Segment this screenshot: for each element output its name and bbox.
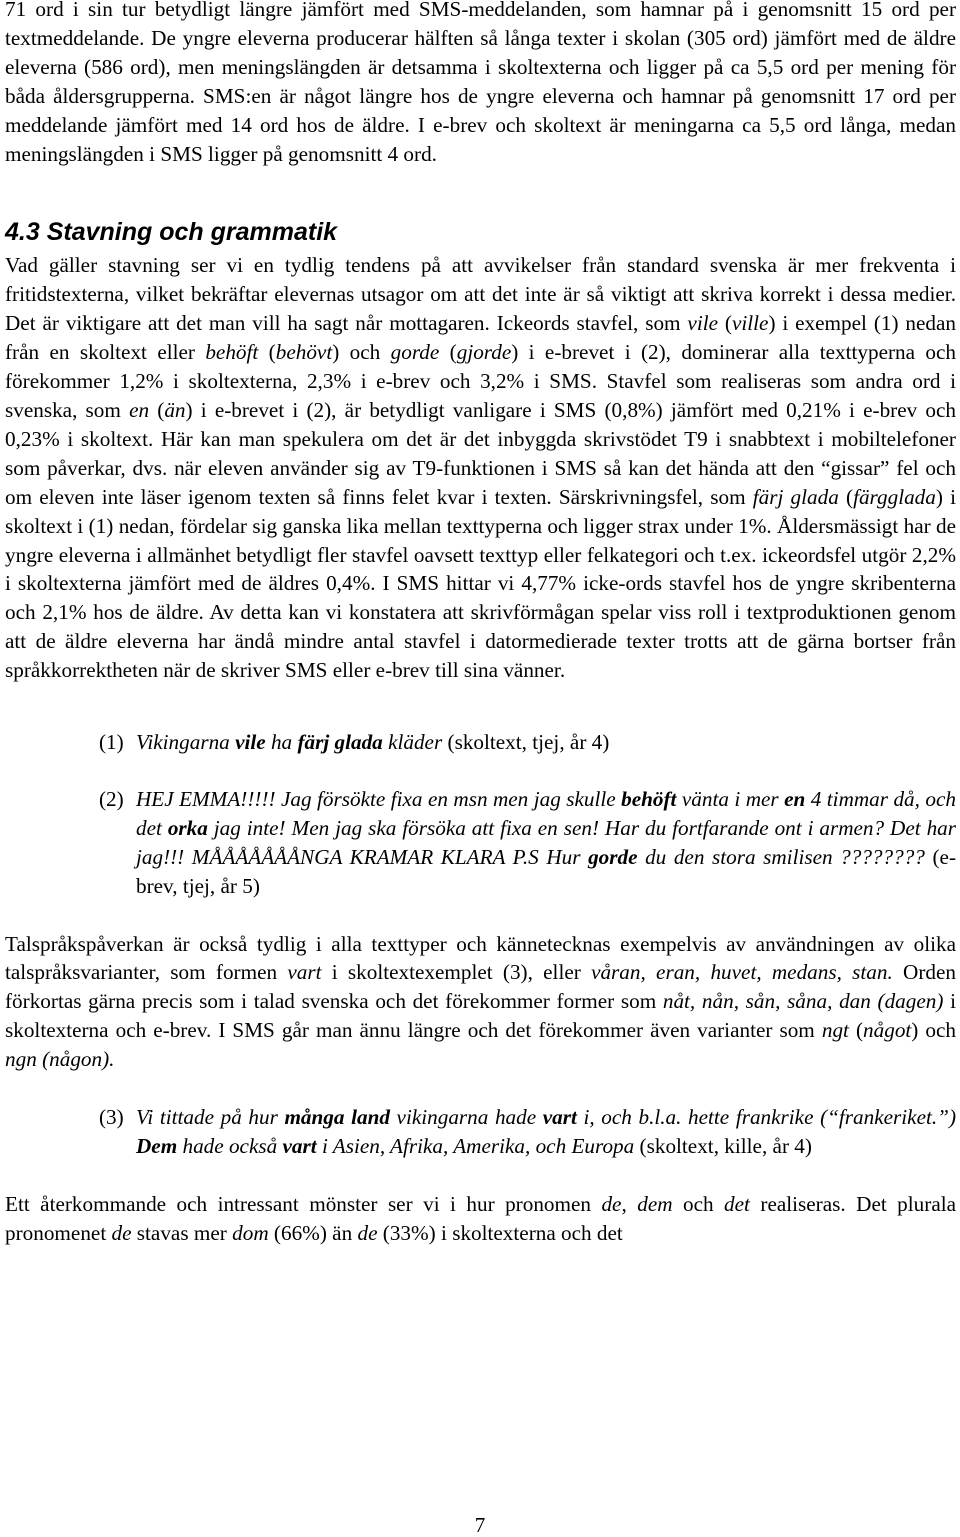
error-word: behöft <box>621 786 677 811</box>
italic-term: våran, eran, huvet, medans, stan. <box>591 960 893 985</box>
italic-term: nåt, nån, sån, såna, dan (dagen) <box>662 989 944 1014</box>
example-text: i, och b.l.a. hette frankrike (“frankeriket.”) <box>576 1105 957 1130</box>
text-run: och <box>672 1191 725 1216</box>
text-run: stavas mer <box>131 1220 233 1245</box>
italic-term: gorde <box>390 340 440 365</box>
example-text: i Asien, Afrika, Amerika, och Europa <box>316 1134 635 1158</box>
italic-term: de <box>601 1191 622 1216</box>
text-run: ( <box>838 484 854 509</box>
example-2 <box>5 785 956 901</box>
text-run: realiseras. Det plurala pronomenet <box>5 1191 957 1245</box>
text-run: ) och <box>332 340 391 365</box>
italic-term: ngt <box>821 1018 849 1043</box>
text-run: i skoltextexemplet (3), eller <box>321 960 592 985</box>
italic-term: det <box>724 1191 750 1216</box>
error-word: vart <box>542 1105 577 1130</box>
example-number: (3) <box>99 1105 124 1130</box>
italic-term: färgglada <box>853 484 936 509</box>
example-text: Vi tittade på hur <box>136 1105 285 1130</box>
italic-term: vile <box>687 311 719 336</box>
text-run: ( <box>149 397 165 422</box>
italic-term: ngn (någon). <box>5 1047 115 1072</box>
text-run: ) i skoltext i (1) nedan, fördelar sig ganska lika mellan texttyperna och ligger strax under 1%. Åldersmässigt har de yngre eleverna i allmänhet betydligt fler stavfel oavsett texttyp eller felkategori och t.ex. ickeordsfel utgör 2,2% i skoltexterna jämfört med de äldres 0,4%. I SMS hittar vi 4,77% icke-ords stavfel hos de yngre skribenterna och 2,1% hos de äldre. Av detta kan vi konstatera att skrivförmågan spelar viss roll i textproduktionen genom att de äldre eleverna har ändå mindre antal stavfel i datormedierade texter trotts att de gärna bortser från språkkorrektheten när de skriver SMS eller e-brev till sina vänner. <box>5 484 957 683</box>
italic-term: vart <box>287 960 322 985</box>
example-text: jag inte! Men jag ska försöka att fixa en sen! Har du fortfarande ont i armen? Det har jag!!! MÅÅÅÅÅÅÅNGA KRAMAR KLARA P.S Hur <box>136 815 957 869</box>
italic-term: än <box>164 397 186 422</box>
text-run: Vad gäller stavning ser vi en tydlig tendens på att avvikelser från standard svenska är mer frekventa i fritidstexterna, vilket bekräftar elevernas utsagor om att det inte är så viktigt att skriva korrekt i dessa medier. Det är viktigare att det man vill ha sagt når mottagaren. Ickeords stavfel, som <box>5 253 956 336</box>
example-text: ha <box>265 730 298 755</box>
example-text: 4 timmar då, och det <box>136 786 956 840</box>
example-text: kläder <box>382 730 443 755</box>
text-run: ) i e-brevet i (2), är betydligt vanligare i SMS (0,8%) jämfört med 0,21% i e-brev och 0,23% i skoltext. Här kan man spekulera om det är det inbyggda skrivstödet T9 i snabbtext i mobiltelefoner som påverkar, dvs. när eleven använder sig av T9-funktionen i SMS så kan det hända att den “gissar” fel och om eleven inte läser igenom texten så finns felet kvar i texten. Särskrivningsfel, som <box>5 397 957 509</box>
error-word: Dem <box>136 1134 178 1158</box>
text-run: i skoltexterna och e-brev. I SMS går man ännu längre och det förekommer även varianter som <box>5 989 956 1043</box>
text-run: ) i exempel (1) nedan från en skoltext eller <box>5 311 956 365</box>
error-word: gorde <box>588 844 638 869</box>
error-word: vile <box>235 730 266 755</box>
paragraph-spelling <box>5 251 956 685</box>
italic-term: behövt <box>275 340 333 365</box>
error-word: färj glada <box>297 730 383 755</box>
italic-term: gjorde <box>456 340 512 365</box>
italic-term: ville <box>731 311 769 336</box>
page-number: 7 <box>474 1513 486 1537</box>
paragraph-spoken-language <box>5 930 956 1075</box>
section-heading: 4.3 Stavning och grammatik <box>5 218 338 247</box>
example-number: (2) <box>99 786 124 811</box>
example-source: (skoltext, tjej, år 4) <box>442 730 610 755</box>
example-text: HEJ EMMA!!!!! Jag försökte fixa en msn men jag skulle <box>136 786 622 811</box>
italic-term: de <box>357 1220 378 1245</box>
error-word: många land <box>284 1105 390 1130</box>
example-3 <box>5 1103 956 1161</box>
italic-term: något <box>863 1018 912 1043</box>
example-1 <box>5 728 956 757</box>
italic-term: de <box>111 1220 132 1245</box>
document-page <box>5 0 956 1248</box>
text-run: Orden förkortas gärna precis som i talad svenska och det förekommer former som <box>5 960 957 1014</box>
error-word: en <box>784 786 806 811</box>
example-number: (1) <box>99 730 124 755</box>
text-run: ) och <box>911 1018 956 1043</box>
example-text: Vikingarna <box>136 730 236 755</box>
example-text: du den stora smilisen ???????? <box>637 844 925 869</box>
text-run: ( <box>718 311 732 336</box>
example-text: hade också <box>177 1134 283 1158</box>
error-word: orka <box>167 815 208 840</box>
text-run: ( <box>439 340 457 365</box>
text-run: ( <box>848 1018 864 1043</box>
paragraph-pronouns <box>5 1190 956 1248</box>
text-run: (33%) i skoltexterna och det <box>377 1220 623 1245</box>
italic-term: dom <box>232 1220 269 1245</box>
text-run: ) i e-brevet i (2), dominerar alla texttyperna och förekommer 1,2% i skoltexterna, 2,3% i e-brev och 3,2% i SMS. Stavfel som realiseras som andra ord i svenska, som <box>5 340 956 422</box>
paragraph-sentence-length: 71 ord i sin tur betydligt längre jämfört med SMS-meddelanden, som hamnar på i genomsnitt 15 ord per textmeddelande. De yngre eleverna producerar hälften så långa texter i skolan (305 ord) jämfört med de äldre eleverna (586 ord), men meningslängden är detsamma i skoltexterna och ligger på ca 5,5 ord per mening för båda åldersgrupperna. SMS:en är något längre hos de yngre eleverna och hamnar på genomsnitt 17 ord per meddelande jämfört med 14 ord hos de äldre. I e-brev och skoltext är meningarna ca 5,5 ord långa, medan meningslängden i SMS ligger på genomsnitt 4 ord. <box>5 0 956 166</box>
example-text: vikingarna hade <box>389 1105 543 1130</box>
text-run: , <box>621 1191 638 1216</box>
text-run: ( <box>258 340 276 365</box>
text-run: Ett återkommande och intressant mönster ser vi i hur pronomen <box>5 1191 602 1216</box>
example-source: (skoltext, kille, år 4) <box>634 1134 812 1158</box>
italic-term: färj glada <box>752 484 839 509</box>
text-run: (66%) än <box>268 1220 358 1245</box>
italic-term: dem <box>637 1191 673 1216</box>
example-source: (e-brev, tjej, år 5) <box>136 844 956 898</box>
example-text: vänta i mer <box>676 786 785 811</box>
text-run: Talspråkspåverkan är också tydlig i alla texttyper och kännetecknas exempelvis av användningen av olika talspråksvarianter, som formen <box>5 931 956 985</box>
italic-term: en <box>129 397 150 422</box>
error-word: vart <box>282 1134 317 1158</box>
italic-term: behöft <box>205 340 259 365</box>
